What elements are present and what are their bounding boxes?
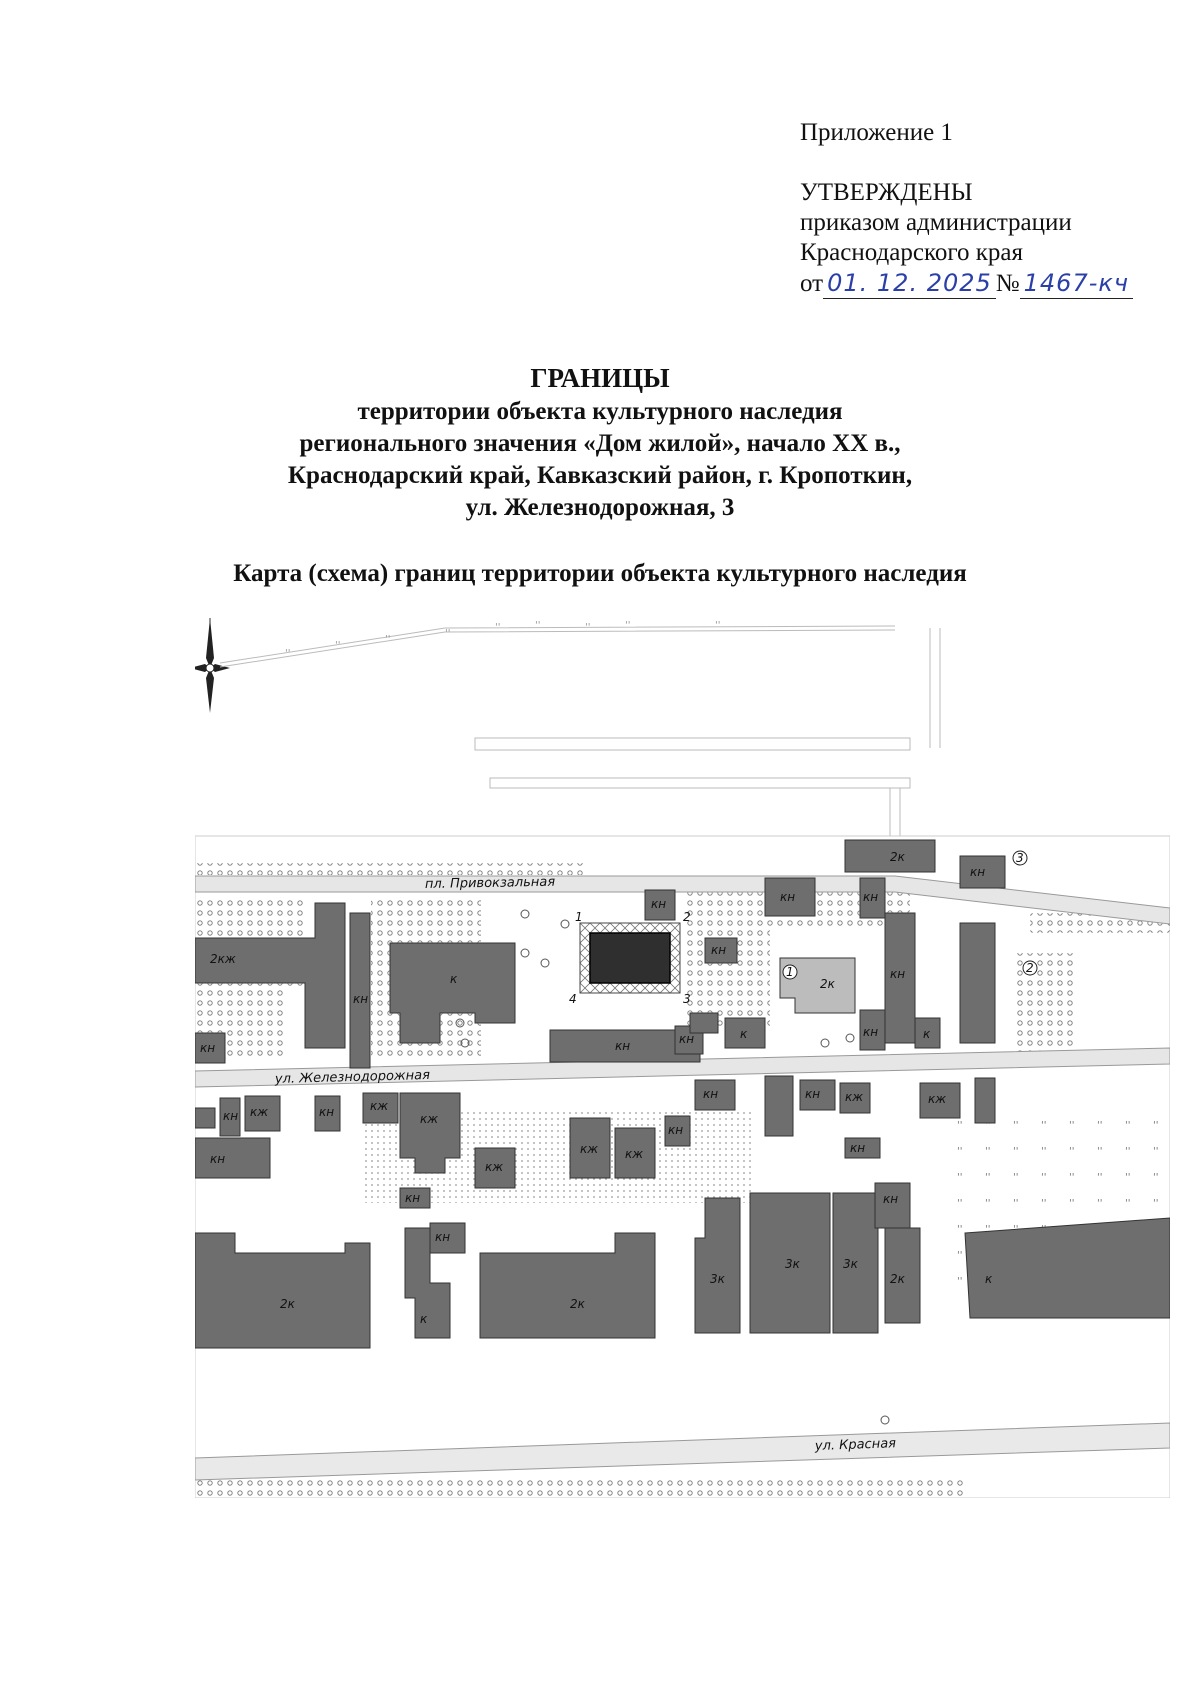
boundary-point-1: 1: [575, 910, 583, 924]
svg-text:'': '': [335, 640, 341, 651]
building-label: кн: [863, 890, 879, 904]
building-label: 3к: [785, 1257, 800, 1271]
building-kn-3: [690, 1013, 718, 1033]
building-label: кн: [319, 1105, 335, 1119]
building-label: кн: [850, 1141, 866, 1155]
title-line-2: регионального значения «Дом жилой», начало XX в.,: [299, 430, 901, 457]
building-kn-east-3: [960, 923, 995, 1043]
svg-text:'': '': [385, 634, 391, 645]
building-label: кж: [485, 1160, 504, 1174]
building-kn-s9: [975, 1078, 995, 1123]
approval-line-2: Краснодарского края: [800, 239, 1023, 266]
approved-label: УТВЕРЖДЕНЫ: [800, 179, 973, 206]
title-line-3: Краснодарский край, Кавказский район, г. Кропоткин,: [287, 462, 913, 489]
building-label: кн: [711, 943, 727, 957]
heritage-object: [569, 910, 691, 1006]
title-line-1: территории объекта культурного наследия: [357, 398, 843, 425]
title-line-4: ул. Железнодорожная, 3: [465, 494, 735, 521]
svg-text:'': '': [445, 628, 451, 639]
building-label: кн: [863, 1025, 879, 1039]
building-label: кж: [625, 1147, 644, 1161]
building-label: 2к: [820, 977, 835, 991]
building-kn-s7: [765, 1076, 793, 1136]
building-label: к: [740, 1027, 748, 1041]
street-label-privokzalnaya: пл. Привокзальная: [424, 874, 556, 892]
building-label: кж: [250, 1105, 269, 1119]
building-label: 3к: [710, 1272, 725, 1286]
building-k-se: [965, 1218, 1170, 1318]
building-label: кн: [200, 1041, 216, 1055]
approval-date-line: [800, 268, 1180, 299]
building-label: кн: [679, 1032, 695, 1046]
building-label: кж: [420, 1112, 439, 1126]
boundary-point-4: 4: [569, 992, 577, 1006]
building-label: кж: [580, 1142, 599, 1156]
building-label: кн: [223, 1109, 239, 1123]
building-label: 2к: [570, 1297, 585, 1311]
building-label: кн: [615, 1039, 631, 1053]
building-label: кн: [805, 1087, 821, 1101]
building-label: кн: [780, 890, 796, 904]
building-label: кж: [845, 1090, 864, 1104]
svg-text:3: 3: [1016, 851, 1024, 865]
building-label: кн: [668, 1123, 684, 1137]
building-kh-s4: [195, 1138, 270, 1178]
building-label: кн: [703, 1087, 719, 1101]
svg-text:'': '': [495, 622, 501, 633]
boundary-map: [195, 618, 1170, 1498]
svg-text:'': '': [625, 620, 631, 631]
annex-label: Приложение 1: [800, 119, 953, 146]
street-label-krasnaya: ул. Красная: [814, 1436, 897, 1454]
approval-block: [800, 118, 1180, 299]
building-label: кн: [890, 967, 906, 981]
building-label: кн: [970, 865, 986, 879]
number-sign: №: [995, 270, 1020, 297]
from-prefix: от: [800, 270, 824, 297]
handwritten-number: 1467-кч: [1020, 268, 1133, 299]
svg-text:'': '': [535, 620, 541, 631]
building-label: кн: [883, 1192, 899, 1206]
handwritten-date: 01. 12. 2025: [823, 268, 996, 299]
compass-rose-icon: [195, 618, 230, 713]
map-heading: Карта (схема) границ территории объекта культурного наследия: [233, 560, 967, 587]
building-label: 3к: [843, 1257, 858, 1271]
title-main: ГРАНИЦЫ: [530, 363, 670, 393]
building-label: кж: [928, 1092, 947, 1106]
svg-text:'': '': [585, 622, 591, 633]
building-label: 2к: [890, 1272, 905, 1286]
boundary-point-2: 2: [683, 910, 691, 924]
svg-text:'': '': [285, 648, 291, 659]
building-label: кн: [435, 1230, 451, 1244]
svg-text:1: 1: [786, 965, 794, 979]
building-label: кж: [370, 1099, 389, 1113]
building-label: к: [985, 1272, 993, 1286]
svg-text:'': '': [715, 620, 721, 631]
building-label: 2кж: [210, 952, 236, 966]
building-label: 2к: [280, 1297, 295, 1311]
building-label: кн: [405, 1191, 421, 1205]
building-label: к: [420, 1312, 428, 1326]
street-label-zheleznodorozhnaya: ул. Железнодорожная: [274, 1067, 431, 1087]
building-kn-west: [350, 913, 370, 1068]
building-label: кн: [210, 1152, 226, 1166]
building-label: к: [923, 1027, 931, 1041]
svg-text:2: 2: [1026, 961, 1034, 975]
approval-line-1: приказом администрации: [800, 209, 1072, 236]
building-kn-s1: [195, 1108, 215, 1128]
boundary-point-3: 3: [683, 992, 691, 1006]
building-label: 2к: [890, 850, 905, 864]
building-label: кн: [651, 897, 667, 911]
building-label: кн: [353, 992, 369, 1006]
document-title: [150, 362, 1050, 524]
building-label: к: [450, 972, 458, 986]
upper-area-lines: [220, 626, 940, 838]
